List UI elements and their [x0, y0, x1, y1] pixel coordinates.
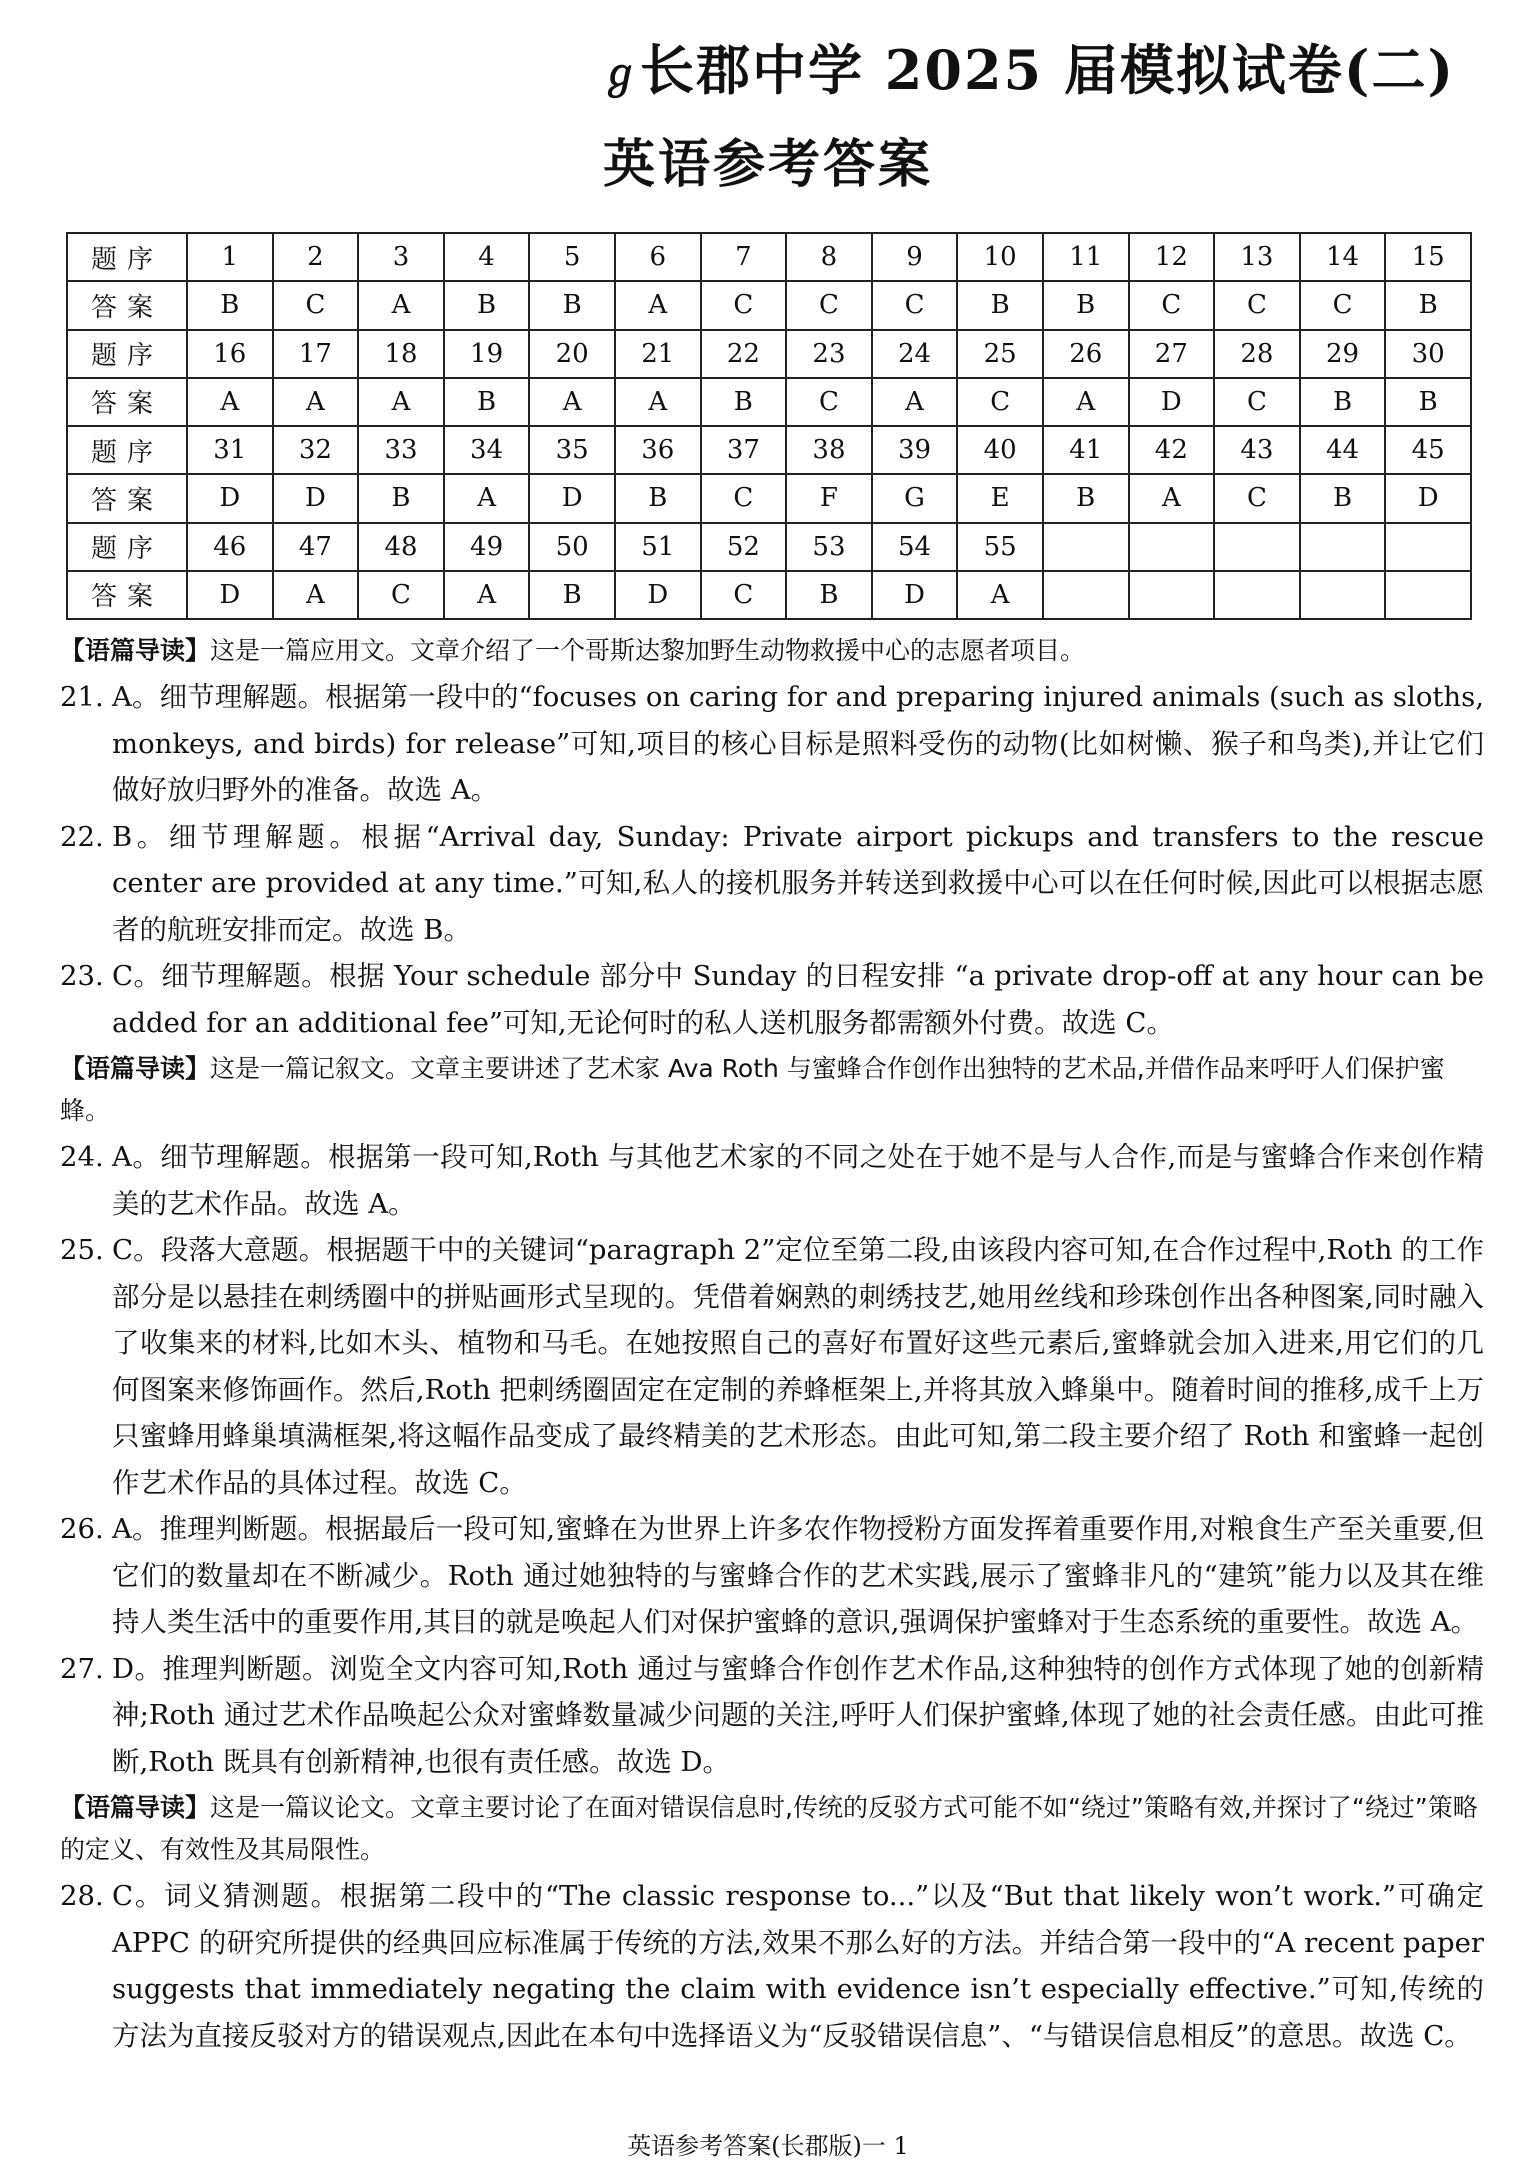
passage-guide	[60, 1787, 1484, 1871]
explanation-text: A。细节理解题。根据第一段可知,Roth 与其他艺术家的不同之处在于她不是与人合作,而是与蜜蜂合作来创作精美的艺术作品。故选 A。	[112, 1141, 1484, 1220]
question-number-cell: 28	[1214, 330, 1300, 378]
question-number-cell: 52	[701, 523, 787, 571]
answer-cell: A	[187, 378, 273, 426]
row-label: 答案	[67, 474, 187, 522]
passage-guide	[60, 1048, 1484, 1132]
question-number-cell: 47	[273, 523, 359, 571]
answer-cell: D	[187, 474, 273, 522]
row-label: 答案	[67, 281, 187, 329]
question-number-cell: 21	[615, 330, 701, 378]
question-number-cell: 14	[1300, 233, 1386, 281]
answer-cell: B	[529, 281, 615, 329]
guide-text: 这是一篇记叙文。文章主要讲述了艺术家 Ava Roth 与蜜蜂合作创作出独特的艺术品,并借作品来呼吁人们保护蜜蜂。	[60, 1054, 1445, 1125]
answer-cell: C	[957, 378, 1043, 426]
question-number-cell	[1129, 523, 1215, 571]
table-row	[67, 378, 1471, 426]
question-number-cell: 33	[358, 426, 444, 474]
answer-cell: A	[529, 378, 615, 426]
explanation-text: C。细节理解题。根据 Your schedule 部分中 Sunday 的日程安排 “a private drop-off at any hour can be added for an additional fee”可知,无论何时的私人送机服务都需额外付费。故选 C。	[112, 960, 1484, 1039]
question-number-cell: 31	[187, 426, 273, 474]
explanation-text: A。推理判断题。根据最后一段可知,蜜蜂在为世界上许多农作物授粉方面发挥着重要作用,对粮食生产至关重要,但它们的数量却在不断减少。Roth 通过她独特的与蜜蜂合作的艺术实践,展示了蜜蜂非凡的“建筑”能力以及其在维持人类生活中的重要作用,其目的就是唤起人们对保护蜜蜂的意识,强调保护蜜蜂对于生态系统的重要性。故选 A。	[112, 1513, 1484, 1638]
question-number-cell: 25	[957, 330, 1043, 378]
question-number-cell: 19	[444, 330, 530, 378]
guide-tag: 【语篇导读】	[60, 636, 211, 665]
answer-cell: A	[358, 378, 444, 426]
answer-cell: C	[701, 571, 787, 619]
answer-cell: B	[444, 378, 530, 426]
answer-explanation	[60, 1873, 1484, 2059]
answer-cell: A	[358, 281, 444, 329]
question-number: 28.	[60, 1880, 104, 1912]
answer-explanation	[60, 953, 1484, 1046]
question-number-cell: 41	[1043, 426, 1129, 474]
row-label: 答案	[67, 571, 187, 619]
question-number-cell: 7	[701, 233, 787, 281]
question-number: 25.	[60, 1234, 104, 1266]
question-number-cell: 49	[444, 523, 530, 571]
question-number-cell: 34	[444, 426, 530, 474]
answer-cell: B	[957, 281, 1043, 329]
exam-title: 长郡中学 2025 届模拟试卷(二)	[640, 38, 1455, 102]
answer-cell	[1300, 571, 1386, 619]
answer-explanation	[60, 674, 1484, 814]
answer-cell: C	[273, 281, 359, 329]
question-number-cell: 26	[1043, 330, 1129, 378]
answer-cell: B	[786, 571, 872, 619]
question-number-cell: 48	[358, 523, 444, 571]
question-number-cell: 54	[872, 523, 958, 571]
question-number-cell: 18	[358, 330, 444, 378]
answer-cell: C	[358, 571, 444, 619]
answer-cell: B	[1043, 474, 1129, 522]
question-number-cell: 15	[1385, 233, 1471, 281]
question-number-cell: 27	[1129, 330, 1215, 378]
passage-guide	[60, 630, 1484, 672]
row-label: 题序	[67, 330, 187, 378]
answer-explanation	[60, 1227, 1484, 1506]
answer-cell: D	[872, 571, 958, 619]
question-number-cell	[1300, 523, 1386, 571]
question-number: 21.	[60, 681, 104, 713]
answer-cell: B	[444, 281, 530, 329]
question-number-cell: 39	[872, 426, 958, 474]
question-number-cell: 2	[273, 233, 359, 281]
answer-cell: A	[1043, 378, 1129, 426]
question-number-cell: 29	[1300, 330, 1386, 378]
guide-text: 这是一篇应用文。文章介绍了一个哥斯达黎加野生动物救援中心的志愿者项目。	[210, 636, 1086, 665]
question-number: 26.	[60, 1513, 104, 1545]
answer-cell: A	[615, 378, 701, 426]
explanations	[60, 628, 1484, 2059]
answer-explanation	[60, 1506, 1484, 1646]
answer-cell: A	[444, 474, 530, 522]
answer-cell: B	[701, 378, 787, 426]
answer-cell: A	[1129, 474, 1215, 522]
question-number-cell: 17	[273, 330, 359, 378]
answer-cell: C	[1214, 378, 1300, 426]
answer-explanation	[60, 814, 1484, 954]
answer-cell: C	[701, 474, 787, 522]
answer-cell: B	[1385, 378, 1471, 426]
question-number-cell: 45	[1385, 426, 1471, 474]
answer-cell	[1043, 571, 1129, 619]
answer-cell	[1214, 571, 1300, 619]
question-number-cell: 42	[1129, 426, 1215, 474]
answer-cell: A	[444, 571, 530, 619]
answer-cell: C	[786, 281, 872, 329]
table-row	[67, 474, 1471, 522]
question-number-cell: 20	[529, 330, 615, 378]
row-label: 题序	[67, 426, 187, 474]
answer-cell	[1129, 571, 1215, 619]
row-label: 题序	[67, 523, 187, 571]
answer-cell: B	[615, 474, 701, 522]
answer-cell: C	[786, 378, 872, 426]
question-number-cell: 4	[444, 233, 530, 281]
answer-cell: D	[187, 571, 273, 619]
answer-cell: C	[1214, 474, 1300, 522]
question-number-cell: 5	[529, 233, 615, 281]
question-number-cell	[1043, 523, 1129, 571]
question-number-cell: 9	[872, 233, 958, 281]
answer-cell: F	[786, 474, 872, 522]
answer-cell: A	[615, 281, 701, 329]
answer-cell: B	[1385, 281, 1471, 329]
question-number-cell: 23	[786, 330, 872, 378]
answer-explanation	[60, 1134, 1484, 1227]
explanation-text: B。细节理解题。根据“Arrival day, Sunday: Private airport pickups and transfers to the rescue center are provided at any time.”可知,私人的接机服务并转送到救援中心可以在任何时候,因此可以根据志愿者的航班安排而定。故选 B。	[112, 820, 1484, 946]
question-number-cell	[1214, 523, 1300, 571]
answer-cell: B	[529, 571, 615, 619]
question-number-cell: 50	[529, 523, 615, 571]
answer-cell: C	[872, 281, 958, 329]
question-number-cell: 43	[1214, 426, 1300, 474]
question-number-cell: 16	[187, 330, 273, 378]
answer-cell: C	[1300, 281, 1386, 329]
answer-cell: A	[273, 378, 359, 426]
question-number-cell: 44	[1300, 426, 1386, 474]
question-number-cell: 10	[957, 233, 1043, 281]
question-number: 22.	[60, 820, 104, 853]
question-number-cell: 8	[786, 233, 872, 281]
table-row	[67, 233, 1471, 281]
question-number-cell: 13	[1214, 233, 1300, 281]
answer-cell: C	[701, 281, 787, 329]
explanation-text: A。细节理解题。根据第一段中的“focuses on caring for and preparing injured animals (such as sloths, monkeys, and birds) for release”可知,项目的核心目标是照料受伤的动物(比如树懒、猴子和鸟类),并让它们做好放归野外的准备。故选 A。	[112, 681, 1484, 806]
question-number: 24.	[60, 1141, 104, 1173]
answer-cell: B	[1300, 378, 1386, 426]
answer-cell: G	[872, 474, 958, 522]
question-number: 23.	[60, 960, 104, 992]
table-row	[67, 571, 1471, 619]
answer-cell: D	[529, 474, 615, 522]
question-number-cell: 12	[1129, 233, 1215, 281]
question-number-cell: 35	[529, 426, 615, 474]
question-number-cell: 36	[615, 426, 701, 474]
table-row	[67, 426, 1471, 474]
guide-tag: 【语篇导读】	[60, 1793, 211, 1822]
question-number-cell: 53	[786, 523, 872, 571]
handwritten-mark: ℊ	[600, 50, 640, 97]
answer-cell: C	[1129, 281, 1215, 329]
row-label: 题序	[67, 233, 187, 281]
question-number-cell	[1385, 523, 1471, 571]
answer-cell: E	[957, 474, 1043, 522]
guide-tag: 【语篇导读】	[60, 1054, 211, 1083]
answer-cell: B	[1300, 474, 1386, 522]
answer-cell: D	[1129, 378, 1215, 426]
question-number-cell: 1	[187, 233, 273, 281]
question-number-cell: 11	[1043, 233, 1129, 281]
question-number-cell: 38	[786, 426, 872, 474]
answer-cell: D	[615, 571, 701, 619]
guide-text: 这是一篇议论文。文章主要讨论了在面对错误信息时,传统的反驳方式可能不如“绕过”策略有效,并探讨了“绕过”策略的定义、有效性及其局限性。	[60, 1793, 1478, 1864]
question-number-cell: 51	[615, 523, 701, 571]
explanation-text: C。段落大意题。根据题干中的关键词“paragraph 2”定位至第二段,由该段内容可知,在合作过程中,Roth 的工作部分是以悬挂在刺绣圈中的拼贴画形式呈现的。凭借着娴熟的刺绣技艺,她用丝线和珍珠创作出各种图案,同时融入了收集来的材料,比如木头、植物和马毛。在她按照自己的喜好布置好这些元素后,蜜蜂就会加入进来,用它们的几何图案来修饰画作。然后,Roth 把刺绣圈固定在定制的养蜂框架上,并将其放入蜂巢中。随着时间的推移,成千上万只蜜蜂用蜂巢填满框架,将这幅作品变成了最终精美的艺术形态。由此可知,第二段主要介绍了 Roth 和蜜蜂一起创作艺术作品的具体过程。故选 C。	[112, 1234, 1484, 1499]
question-number-cell: 22	[701, 330, 787, 378]
answer-explanation	[60, 1646, 1484, 1786]
question-number-cell: 3	[358, 233, 444, 281]
answer-table	[66, 232, 1472, 620]
page-footer: 英语参考答案(长郡版)一 1	[627, 2132, 909, 2160]
answer-cell: B	[187, 281, 273, 329]
answer-cell: B	[1043, 281, 1129, 329]
answer-cell	[1385, 571, 1471, 619]
question-number-cell: 46	[187, 523, 273, 571]
question-number: 27.	[60, 1652, 104, 1685]
question-number-cell: 37	[701, 426, 787, 474]
answer-cell: C	[1214, 281, 1300, 329]
question-number-cell: 30	[1385, 330, 1471, 378]
answer-cell: A	[872, 378, 958, 426]
question-number-cell: 40	[957, 426, 1043, 474]
answer-cell: D	[273, 474, 359, 522]
question-number-cell: 55	[957, 523, 1043, 571]
answer-cell: D	[1385, 474, 1471, 522]
table-row	[67, 523, 1471, 571]
question-number-cell: 6	[615, 233, 701, 281]
question-number-cell: 24	[872, 330, 958, 378]
answer-cell: B	[358, 474, 444, 522]
answer-cell: A	[273, 571, 359, 619]
page-title: 英语参考答案	[602, 134, 933, 195]
answer-cell: A	[957, 571, 1043, 619]
row-label: 答案	[67, 378, 187, 426]
table-row	[67, 281, 1471, 329]
explanation-text: C。词义猜测题。根据第二段中的“The classic response to...”以及“But that likely won’t work.”可确定 APPC 的研究所提供的经典回应标准属于传统的方法,效果不那么好的方法。并结合第一段中的“A recent paper suggests that immediately negating the claim with evidence isn’t especially effective.”可知,传统的方法为直接反驳对方的错误观点,因此在本句中选择语义为“反驳错误信息”、“与错误信息相反”的意思。故选 C。	[112, 1880, 1484, 2052]
question-number-cell: 32	[273, 426, 359, 474]
explanation-text: D。推理判断题。浏览全文内容可知,Roth 通过与蜜蜂合作创作艺术作品,这种独特的创作方式体现了她的创新精神;Roth 通过艺术作品唤起公众对蜜蜂数量减少问题的关注,呼吁人们保护蜜蜂,体现了她的社会责任感。由此可推断,Roth 既具有创新精神,也很有责任感。故选 D。	[112, 1652, 1484, 1778]
table-row	[67, 330, 1471, 378]
